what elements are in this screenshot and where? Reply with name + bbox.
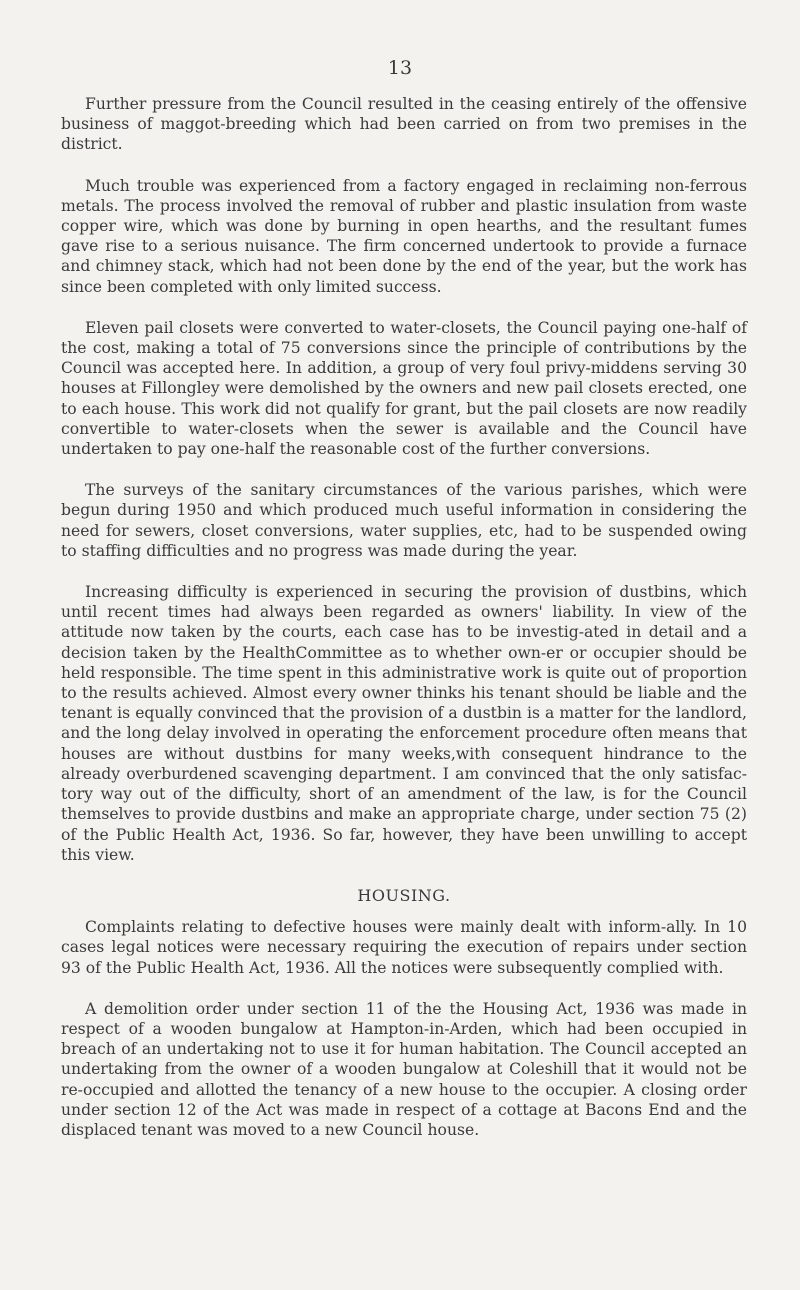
page-number: 13: [387, 57, 413, 79]
paragraph-demolition-order: A demolition order under section 11 of the the Housing Act, 1936 was made in respect of a wooden bungalow at Hampton-in-Arden, which had been occupied in breach of an undertaking not to use it for human habitation. The Council accepted an undertaking from the owner of a wooden bungalow at Coleshill that it would not be re-occupied and allotted the tenancy of a new house to the occupier. A closing order under section 12 of the Act was made in respect of a cottage at Bacons End and the displaced tenant was moved to a new Council house.: [61, 999, 747, 1139]
paragraph-dustbins: Increasing difficulty is experienced in securing the provision of dustbins, which until recent times had always been regarded as owners' liability. In view of the attitude now taken by the courts, each case has to be investig-ated in detail and a decision taken by the HealthCommittee as to whether own-er or occupier should be held responsible. The time spent in this administrative work is quite out of proportion to the results achieved. Almost every owner thinks his tenant should be liable and the tenant is equally convinced that the provision of a dustbin is a matter for the landlord, and the long delay involved in operating the enforcement procedure often means that houses are without dustbins for many weeks,with consequent hindrance to the already overburdened scavenging department. I am convinced that the only satisfac-tory way out of the difficulty, short of an amendment of the law, is for the Council themselves to provide dustbins and make an appropriate charge, under section 75 (2) of the Public Health Act, 1936. So far, however, they have been unwilling to accept this view.: [61, 583, 747, 864]
paragraph-maggot-breeding: Further pressure from the Council resulted in the ceasing entirely of the offensive business of maggot-breeding which had been carried on from two premises in the district.: [61, 95, 747, 154]
paragraph-sanitary-surveys: The surveys of the sanitary circumstances of the various parishes, which were begun during 1950 and which produced much useful information in considering the need for sewers, closet conversions, water supplies, etc, had to be suspended owing to staffing difficulties and no progress was made during the year.: [61, 481, 747, 560]
paragraph-metal-reclaiming: Much trouble was experienced from a factory engaged in reclaiming non-ferrous metals. The process involved the removal of rubber and plastic insulation from waste copper wire, which was done by burning in open hearths, and the resultant fumes gave rise to a serious nuisance. The firm concerned undertook to provide a furnace and chimney stack, which had not been done by the end of the year, but the work has since been completed with only limited success.: [61, 176, 747, 296]
paragraph-housing-complaints: Complaints relating to defective houses were mainly dealt with inform-ally. In 10 cases legal notices were necessary requiring the execution of repairs under section 93 of the Public Health Act, 1936. All the notices were subsequently complied with.: [61, 918, 747, 977]
body-text: [61, 94, 747, 1140]
section-heading-housing: HOUSING.: [357, 885, 451, 905]
paragraph-pail-closets: Eleven pail closets were converted to water-closets, the Council paying one-half of the cost, making a total of 75 conversions since the principle of contributions by the Council was accepted here. In addition, a group of very foul privy-middens serving 30 houses at Fillongley were demolished by the owners and new pail closets erected, one to each house. This work did not qualify for grant, but the pail closets are now readily convertible to water-closets when the sewer is available and the Council have undertaken to pay one-half the reasonable cost of the further conversions.: [61, 318, 747, 459]
